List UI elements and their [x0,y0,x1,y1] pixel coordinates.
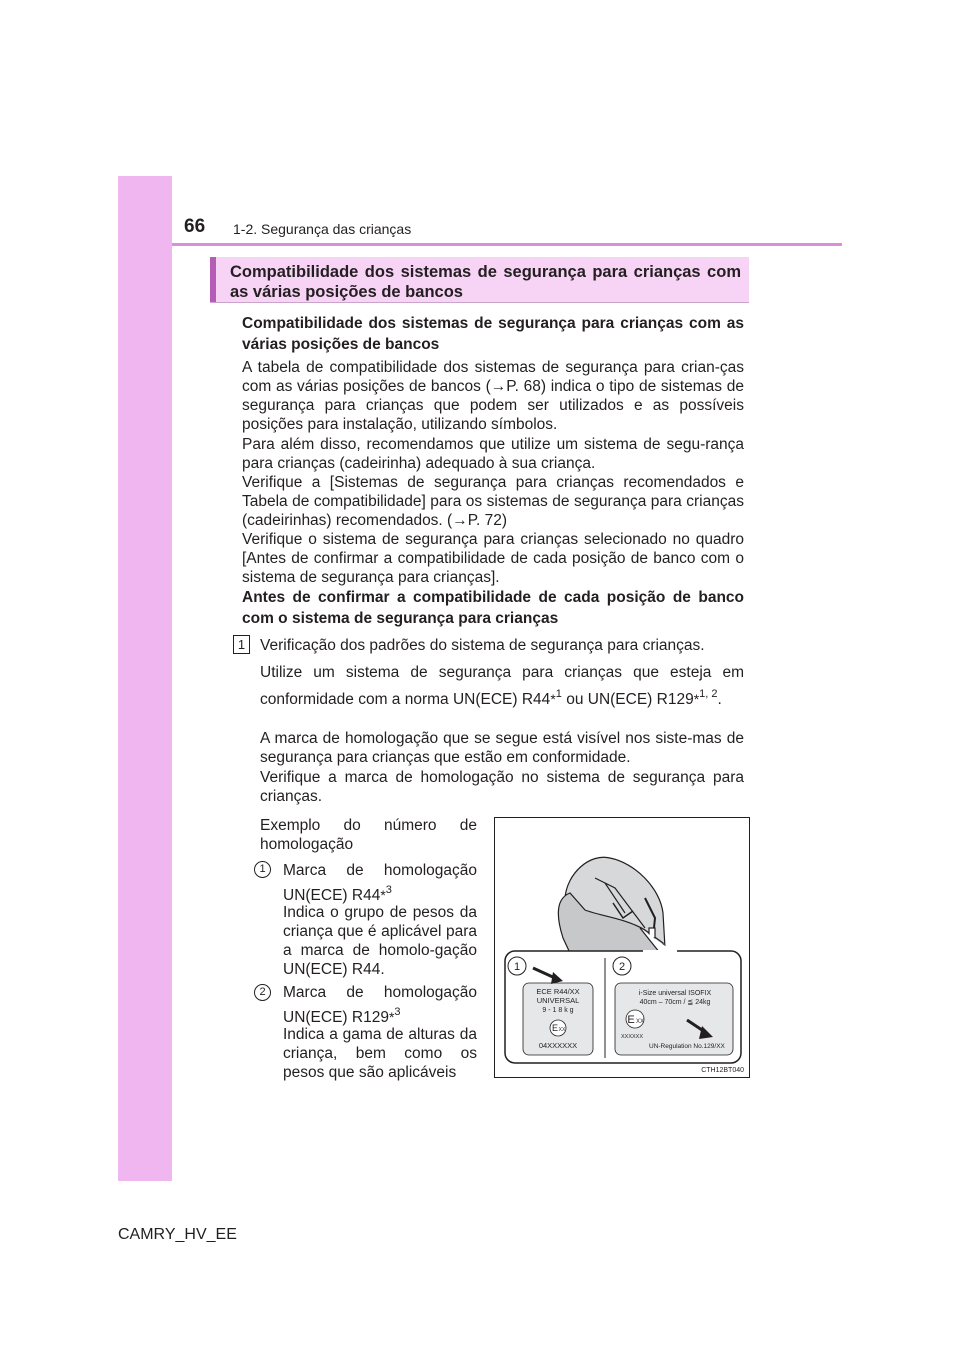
item-number-2: 2 [254,984,271,1001]
paragraph-table-intro: A tabela de compatibilidade dos sistemas de segurança para crian-ças com as várias posições de bancos (→P. 68) indica o tipo de sistemas de segurança para crianças que podem ser utilizados e as possíveis posições para instalação, utilizando símbolos. [242,359,744,433]
isize-e-mark-sub: XX [635,1019,645,1025]
paragraph-verify-mark: Verifique a marca de homologação no sistema de segurança para crianças. [260,769,744,805]
approval-mark-figure [494,817,750,1078]
ece-e-mark: E [551,1023,559,1033]
section-title: Compatibilidade dos sistemas de segurança para crianças com as várias posições de bancos [230,263,741,301]
ece-e-mark-sub: XX [558,1027,566,1033]
figure-illustration [495,818,749,1077]
standards-text-c: . [717,691,722,708]
paragraph-check-selected: Verifique o sistema de segurança para crianças selecionado no quadro [Antes de confirmar a compatibilidade de cada posição de banco com o sistema de segurança para crianças]. [242,531,744,586]
footnote-star: * [693,691,700,707]
ece-r44-label [523,983,593,1055]
ece-regulation: ECE R44/XX [536,987,580,996]
sidebar-band [118,176,172,1181]
header-rule [172,243,842,246]
footnote-star: * [550,691,556,707]
item1-title [283,859,477,908]
footnote-star: * [388,1009,395,1025]
example-title: Exemplo do número de homologação [260,817,477,853]
item1-footnote-ref: 3 [385,884,392,896]
r129-label [615,983,733,1055]
figure-code: CTH12BT040 [701,1067,744,1074]
ece-approval-number: 04XXXXXX [538,1041,578,1050]
paragraph-approval-mark: A marca de homologação que se segue está visível nos siste-mas de segurança para crianças que estão em conformidade. [260,730,744,766]
item2-title-text: Marca de homologação UN(ECE) R129 [283,984,477,1026]
figure-label-1: 1 [513,961,521,973]
item1-description: Indica o grupo de pesos da criança que é aplicável para a marca de homolo-gação UN(ECE) R44. [283,904,477,978]
section-underline [210,302,749,303]
paragraph-recommendation: Para além disso, recomendamos que utilize um sistema de segu-rança para crianças (cadeirinha) adequado à sua criança. [242,436,744,472]
item-number-1: 1 [254,861,271,878]
isize-e-mark: E [627,1014,635,1026]
item2-footnote-ref: 3 [394,1006,401,1018]
step-title: Verificação dos padrões do sistema de segurança para crianças. [260,637,705,654]
isize-title: i-Size universal ISOFIX [638,990,712,997]
subtitle-before-confirming: Antes de confirmar a compatibilidade de cada posição de banco com o sistema de segurança para crianças [242,589,744,627]
paragraph-standards [260,659,744,713]
footnote-ref-1: 1 [555,688,562,700]
footnote-star: * [380,887,386,903]
standards-text-a: Utilize um sistema de segurança para crianças que esteja em conformidade com a norma UN(ECE) R44 [260,664,744,708]
page-number: 66 [184,216,206,237]
chapter-title: 1-2. Segurança das crianças [233,221,412,237]
item2-description: Indica a gama de alturas da criança, bem como os pesos que são aplicáveis [283,1026,477,1081]
subtitle-compatibility: Compatibilidade dos sistemas de segurança para crianças com as várias posições de bancos [242,315,744,353]
standards-text-b: ou UN(ECE) R129 [561,691,694,708]
ece-weight-range: 9 - 1 8 k g [542,1007,574,1014]
footnote-ref-2: 1, 2 [699,688,718,700]
paragraph-recommended-list: Verifique a [Sistemas de segurança para crianças recomendados e Tabela de compatibilidade] para os sistemas de segurança para crianças (cadeirinhas) recomendados. (→P. 72) [242,474,744,529]
figure-label-2: 2 [618,961,626,973]
section-header [210,257,749,302]
isize-range: 40cm – 70cm / ≦ 24kg [639,999,711,1006]
isize-code: XXXXXX [621,1034,644,1040]
item2-title [283,981,477,1030]
footer-model: CAMRY_HV_EE [118,1226,237,1243]
item1-title-text: Marca de homologação UN(ECE) R44 [283,862,477,904]
step-number-box: 1 [233,635,250,654]
isize-regulation: UN-Regulation No.129/XX [649,1043,725,1050]
ece-category: UNIVERSAL [536,996,580,1005]
